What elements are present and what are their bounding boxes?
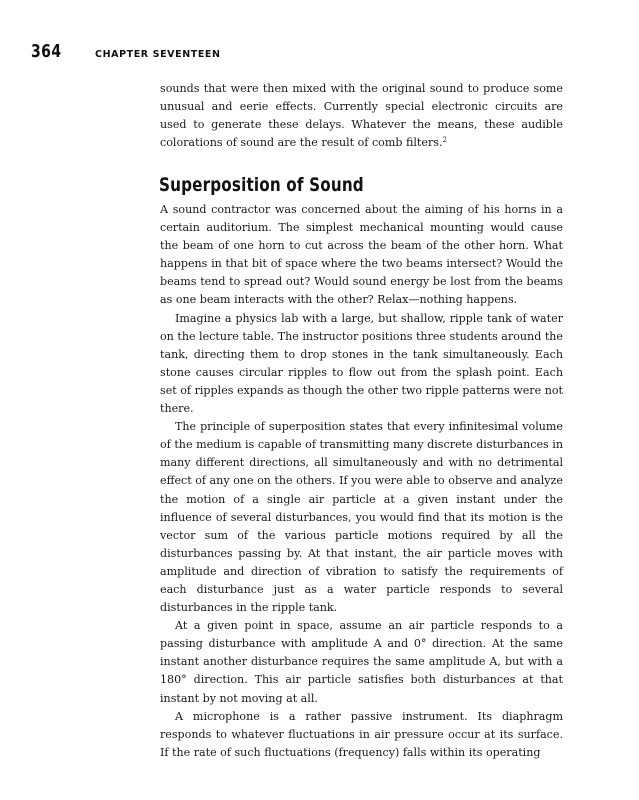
page-number: 364 bbox=[31, 41, 62, 62]
intro-paragraph bbox=[160, 80, 563, 152]
paragraph: A microphone is a rather passive instrument. Its diaphragm responds to whatever fluctuations in air pressure occur at its surface. If the rate of such fluctuations (frequency) falls within its operating bbox=[160, 709, 563, 759]
chapter-title: CHAPTER SEVENTEEN bbox=[95, 49, 221, 60]
section-body bbox=[160, 201, 563, 762]
footnote-marker: 2 bbox=[442, 136, 447, 145]
paragraph: A sound contractor was concerned about the aiming of his horns in a certain auditorium. The simplest mechanical mounting would cause the beam of one horn to cut across the beam of the other horn. What happens in that bit of space where the two beams intersect? Would the beams tend to spread out? Would sound energy be lost from the beams as one beam interacts with the other? Relax—nothing happens. bbox=[160, 203, 563, 307]
intro-text bbox=[160, 80, 563, 152]
paragraph: At a given point in space, assume an air particle responds to a passing disturbance with amplitude A and 0° direction. At the same instant another disturbance requires the same amplitude A, but with a 180° direction. This air particle satisfies both disturbances at that instant by not moving at all. bbox=[160, 619, 563, 705]
intro-paragraph-text: sounds that were then mixed with the original sound to produce some unusual and eerie effects. Currently special electronic circuits are used to generate these delays. Whatever the means, these audible colorations of sound are the result of comb filters. bbox=[160, 82, 563, 150]
running-head bbox=[31, 41, 221, 61]
paragraph: Imagine a physics lab with a large, but shallow, ripple tank of water on the lecture table. The instructor positions three students around the tank, directing them to drop stones in the tank simultaneously. Each stone causes circular ripples to flow out from the splash point. Each set of ripples expands as though the other two ripple patterns were not there. bbox=[160, 311, 563, 416]
section-heading: Superposition of Sound bbox=[159, 174, 364, 196]
paragraph: The principle of superposition states that every infinitesimal volume of the medium is capable of transmitting many discrete disturbances in many different directions, all simultaneously and with no detrimental effect of any one on the others. If you were able to observe and analyze the motion of a single air particle at a given instant under the influence of several disturbances, you would find that its motion is the vector sum of the various particle motions required by all the disturbances passing by. At that instant, the air particle moves with amplitude and direction of vibration to satisfy the requirements of each disturbance just as a water particle responds to several disturbances in the ripple tank. bbox=[160, 420, 563, 615]
